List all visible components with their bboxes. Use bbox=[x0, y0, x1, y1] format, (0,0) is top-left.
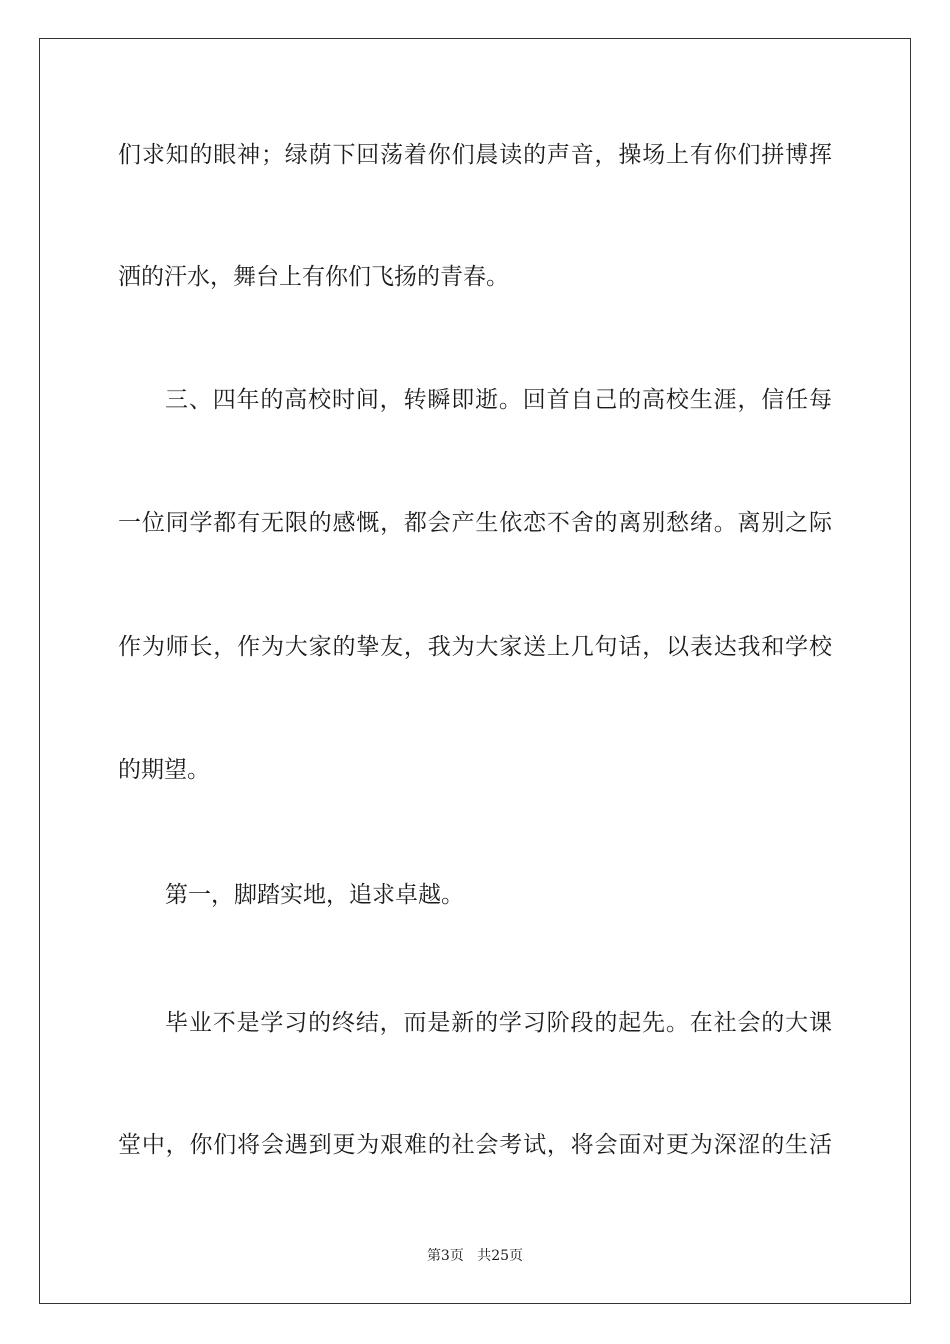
page-number: 第3页 bbox=[426, 1248, 464, 1264]
text-line-3: 三、四年的高校时间，转瞬即逝。回首自己的高校生涯，信任每 bbox=[165, 387, 832, 413]
page-frame bbox=[39, 38, 911, 1304]
text-line-2: 洒的汗水，舞台上有你们飞扬的青春。 bbox=[118, 264, 509, 290]
page-footer bbox=[0, 1246, 950, 1266]
text-line-5: 作为师长，作为大家的挚友，我为大家送上几句话，以表达我和学校 bbox=[118, 634, 832, 660]
text-line-1: 们求知的眼神；绿荫下回荡着你们晨读的声音，操场上有你们拼博挥 bbox=[118, 142, 832, 168]
page-total: 共25页 bbox=[477, 1248, 524, 1264]
text-line-4: 一位同学都有无限的感慨，都会产生依恋不舍的离别愁绪。离别之际 bbox=[118, 510, 832, 536]
text-line-7: 第一，脚踏实地，追求卓越。 bbox=[165, 882, 464, 908]
text-line-6: 的期望。 bbox=[118, 757, 210, 783]
text-line-8: 毕业不是学习的终结，而是新的学习阶段的起先。在社会的大课 bbox=[165, 1010, 832, 1036]
text-line-9: 堂中，你们将会遇到更为艰难的社会考试，将会面对更为深涩的生活 bbox=[118, 1132, 832, 1158]
